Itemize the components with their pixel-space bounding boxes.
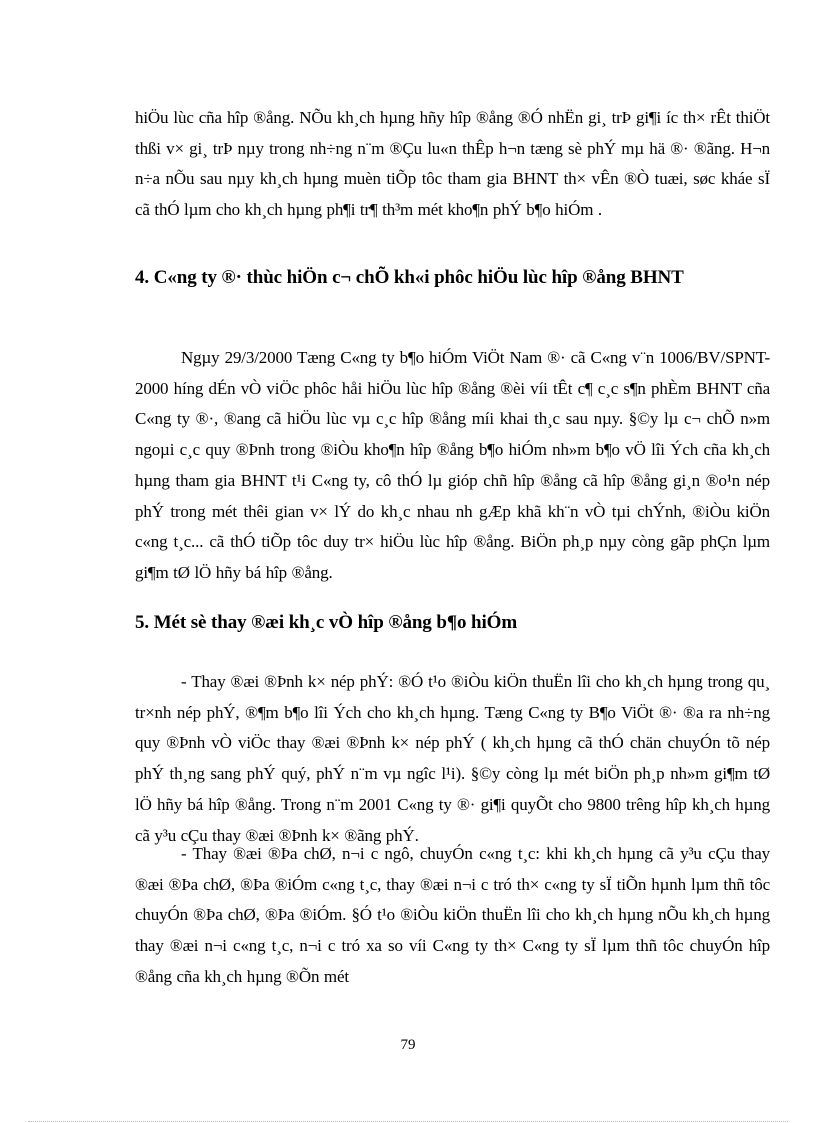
section-4-heading: 4. C«ng ty ®· thùc hiÖn c¬ chÕ kh«i phôc hiÖu lùc hîp ®ång BHNT — [135, 267, 684, 288]
intro-block — [135, 103, 770, 226]
section-5-paragraph-1-text: - Thay ®æi ®Þnh k× nép phÝ: ®Ó t¹o ®iÒu kiÖn thuËn lîi cho kh¸ch hµng trong qu¸ tr×nh nép phÝ, ®¶m b¶o lîi Ých cho kh¸ch hµng. Tæng C«ng ty B¶o ViÖt ®· ®a ra nh÷ng quy ®Þnh vÒ viÖc thay ®æi ®Þnh k× nép phÝ ( kh¸ch hµng cã thÓ chän chuyÓn tõ nép phÝ th¸ng sang phÝ quý, phÝ n¨m vµ ngîc l¹i). §©y còng lµ mét biÖn ph¸p nh»m gi¶m tØ lÖ hñy bá hîp ®ång. Trong n¨m 2001 C«ng ty ®· gi¶i quyÕt cho 9800 trêng hîp kh¸ch hµng cã y³u cÇu thay ®æi ®Þnh k× ®ãng phÝ. — [135, 672, 770, 845]
page-number: 79 — [400, 1037, 416, 1053]
section-5-heading-block — [135, 607, 770, 639]
intro-paragraph: hiÖu lùc cña hîp ®ång. NÕu kh¸ch hµng hñy hîp ®ång ®Ó nhËn gi¸ trÞ gi¶i íc th× rÊt thiÖt thßi v× gi¸ trÞ nµy trong nh÷ng n¨m ®Çu lu«n thÊp h¬n tæng sè phÝ mµ hä ®· ®ãng. H¬n n÷a nÕu sau nµy kh¸ch hµng muèn tiÕp tôc tham gia BHNT th× vÊn ®Ò tuæi, søc kháe sÏ cã thÓ lµm cho kh¸ch hµng ph¶i tr¶ th³m mét kho¶n phÝ b¶o hiÓm . — [135, 108, 770, 220]
page-bottom-rule — [28, 1121, 788, 1122]
section-4-paragraph-text: Ngµy 29/3/2000 Tæng C«ng ty b¶o hiÓm ViÖt Nam ®· cã C«ng v¨n 1006/BV/SPNT-2000 híng dÉn vÒ viÖc phôc håi hiÖu lùc hîp ®ång ®èi víi tÊt c¶ c¸c s¶n phÈm BHNT cña C«ng ty ®·, ®ang cã hiÖu lùc vµ c¸c hîp ®ång míi khai th¸c sau nµy. §©y lµ c¬ chÕ n»m ngoµi c¸c quy ®Þnh trong ®iÒu kho¶n hîp ®ång b¶o hiÓm nh»m b¶o vÖ lîi Ých cña kh¸ch hµng tham gia BHNT t¹i C«ng ty, cô thÓ lµ gióp chñ hîp ®ång cã hîp ®ång gi¸n ®o¹n nép phÝ trong mét thêi gian v× lÝ do kh¸c nhau nh gÆp khã kh¨n vÒ tµi chÝnh, ®iÒu kiÖn c«ng t¸c... cã thÓ tiÕp tôc duy tr× hiÖu lùc hîp ®ång. BiÖn ph¸p nµy còng gãp phÇn lµm gi¶m tØ lÖ hñy bá hîp ®ång. — [135, 348, 770, 582]
section-4-paragraph — [135, 343, 770, 589]
section-5-paragraph-1 — [135, 667, 770, 851]
section-4-heading-block — [135, 262, 770, 294]
section-5-paragraph-2-text: - Thay ®æi ®Þa chØ, n¬i c ngô, chuyÓn c«ng t¸c: khi kh¸ch hµng cã y³u cÇu thay ®æi ®Þa chØ, ®Þa ®iÓm c«ng t¸c, thay ®æi n¬i c tró th× c«ng ty sÏ tiÕn hµnh lµm thñ tôc chuyÓn ®Þa chØ, ®Þa ®iÓm. §Ó t¹o ®iÒu kiÖn thuËn lîi cho kh¸ch hµng nÕu kh¸ch hµng thay ®æi n¬i c«ng t¸c, n¬i c tró xa so víi C«ng ty th× C«ng ty sÏ lµm thñ tôc chuyÓn hîp ®ång cña kh¸ch hµng ®Õn mét — [135, 844, 770, 986]
section-5-body-block-2 — [135, 839, 770, 993]
section-5-body-block-1 — [135, 667, 770, 851]
section-5-paragraph-2 — [135, 839, 770, 993]
section-5-heading: 5. Mét sè thay ®æi kh¸c vÒ hîp ®ång b¶o hiÓm — [135, 612, 518, 633]
section-4-body-block — [135, 343, 770, 589]
